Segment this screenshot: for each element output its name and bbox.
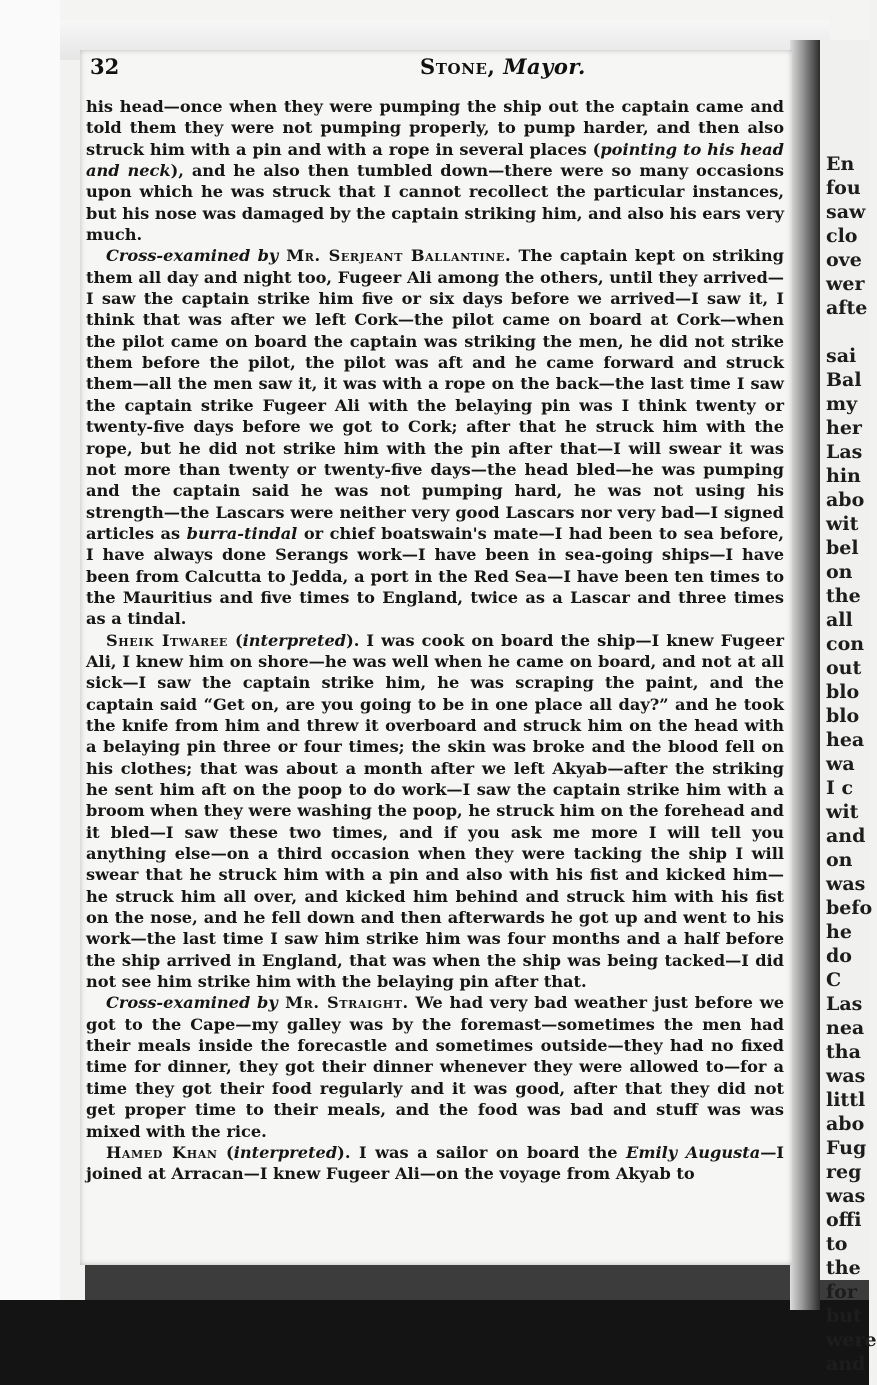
facing-page-fragment: offi bbox=[826, 1209, 862, 1231]
paragraph bbox=[86, 96, 784, 245]
facing-page-fragment: Fug bbox=[826, 1137, 867, 1159]
text-run: Sheik Itwaree bbox=[106, 630, 228, 650]
facing-page-fragment: and bbox=[826, 1353, 866, 1375]
facing-page-fragment: all bbox=[826, 609, 853, 631]
paragraph bbox=[86, 630, 784, 993]
facing-page-fragment: the bbox=[826, 585, 861, 607]
facing-page-fragment: afte bbox=[826, 297, 868, 319]
facing-page-fragment: to bbox=[826, 1233, 848, 1255]
facing-page-fragment: blo bbox=[826, 681, 860, 703]
running-head-name: Stone, bbox=[420, 54, 496, 79]
text-run: ), and he also then tumbled down—there were so many occasions upon which he was struck that I cannot recollect the particular instances, but his nose was damaged by the captain striking him, and also his ears very much. bbox=[86, 161, 784, 245]
text-run: interpreted bbox=[233, 1142, 338, 1162]
scan-margin-left bbox=[0, 0, 60, 1385]
paragraph bbox=[86, 1142, 784, 1185]
text-run: ). I was cook on board the ship—I knew Fugeer Ali, I knew him on shore—he was well when he came on board, and not at all sick—I saw the captain strike him, he was scraping the paint, and the captain said “Get on, are you going to be in one place all day?” and he took the knife from him and threw it overboard and struck him on the head with a belaying pin three or four times; the skin was broke and the blood fell on his clothes; that was about a month after we left Akyab—after the striking he sent him aft on the poop to do work—I saw the captain strike him with a broom when they were washing the poop, he struck him on the forehead and it bled—I saw these two times, and if you ask me more I will tell you anything else—on a third occasion when they were tacking the ship I will swear that he struck him with a pin and also with his fist and kicked him—he struck him all over, and kicked him behind and struck him with his fist on the nose, and he fell down and then afterwards he got up and went to his work—the last time I saw him strike him was four months and a half before the ship arrived in England, that was when the ship was being tacked—I did not see him strike him with the belaying pin after that. bbox=[86, 630, 784, 992]
facing-page-fragment: sai bbox=[826, 345, 857, 367]
facing-page-fragment: nea bbox=[826, 1017, 865, 1039]
facing-page-fragment: abo bbox=[826, 1113, 865, 1135]
facing-page-fragment: I c bbox=[826, 777, 854, 799]
facing-page-fragment: Las bbox=[826, 993, 863, 1015]
facing-page-fragment: bel bbox=[826, 537, 859, 559]
paragraph bbox=[86, 245, 784, 629]
facing-page-fragment: fou bbox=[826, 177, 861, 199]
text-run: We had very bad weather just before we got to the Cape—my galley was by the foremast—sometimes the men had their meals inside the forecastle and sometimes outside—they had no fixed time for dinner, they got their dinner whenever they were allowed to—for a time they got their food regularly and it was good, after that they did not get proper time to their meals, and the food was bad and stuff was was mixed with the rice. bbox=[86, 993, 784, 1141]
page-number: 32 bbox=[90, 54, 120, 79]
facing-page-fragment: on bbox=[826, 561, 853, 583]
scan-background-bottom bbox=[0, 1300, 869, 1385]
facing-page-fragment: abo bbox=[826, 489, 865, 511]
facing-page-fragment: the bbox=[826, 1257, 861, 1279]
facing-page-fragment: wit bbox=[826, 801, 859, 823]
page-header bbox=[90, 54, 710, 84]
text-run: his head—once when they were pumping the ship out the captain came and told them they were not pumping properly, to pump harder, and then also struck him with a pin and with a rope in several places ( bbox=[86, 97, 784, 159]
text-run: pointing to his head and neck bbox=[86, 139, 784, 181]
facing-page bbox=[820, 40, 877, 1375]
text-run: ( bbox=[217, 1142, 234, 1162]
text-run: Mr. Serjeant Ballantine. bbox=[278, 246, 512, 266]
text-run: Cross-examined by bbox=[106, 246, 279, 266]
facing-page-fragment: Bal bbox=[826, 369, 862, 391]
text-run: Cross-examined by bbox=[106, 993, 278, 1013]
facing-page-fragment: ove bbox=[826, 249, 862, 271]
facing-page-fragment: hea bbox=[826, 729, 865, 751]
text-run: Hamed Khan bbox=[106, 1142, 218, 1162]
text-run: burra-tindal bbox=[186, 523, 298, 543]
text-run: ( bbox=[227, 630, 243, 650]
text-run: ). I was a sailor on board the bbox=[337, 1142, 627, 1162]
facing-page-fragment: out bbox=[826, 657, 862, 679]
facing-page-fragment: befo bbox=[826, 897, 873, 919]
spine-shadow bbox=[790, 40, 820, 1310]
facing-page-fragment: were bbox=[826, 1329, 877, 1351]
facing-page-fragment: En bbox=[826, 153, 855, 175]
text-run: interpreted bbox=[242, 630, 347, 650]
facing-page-fragment: but bbox=[826, 1305, 862, 1327]
text-run: —I joined at Arracan—I knew Fugeer Ali—on the voyage from Akyab to bbox=[86, 1142, 784, 1184]
text-run: or chief boatswain's mate—I had been to sea before, I have always done Serangs work—I have been in sea-going ships—I have been from Calcutta to Jedda, a port in the Red Sea—I have been ten times to the Mauritius and five times to England, twice as a Lascar and three times as a tindal. bbox=[86, 523, 785, 629]
facing-page-fragment: clo bbox=[826, 225, 858, 247]
paragraph bbox=[86, 992, 784, 1141]
facing-page-fragment: do bbox=[826, 945, 852, 967]
facing-page-fragment: Las bbox=[826, 441, 863, 463]
facing-page-fragment: tha bbox=[826, 1041, 861, 1063]
facing-page-fragment: blo bbox=[826, 705, 860, 727]
facing-page-fragment: was bbox=[826, 1065, 866, 1087]
facing-page-fragment: hin bbox=[826, 465, 861, 487]
facing-page-fragment: was bbox=[826, 873, 866, 895]
facing-page-fragment: my bbox=[826, 393, 858, 415]
facing-page-fragment: he bbox=[826, 921, 852, 943]
facing-page-fragment: reg bbox=[826, 1161, 862, 1183]
running-head bbox=[420, 54, 586, 79]
facing-page-fragment: wit bbox=[826, 513, 859, 535]
facing-page-fragment: was bbox=[826, 1185, 866, 1207]
facing-page-fragment: wer bbox=[826, 273, 865, 295]
text-run: The captain kept on striking them all day and night too, Fugeer Ali among the others, until they arrived—I saw the captain strike him five or six days before we arrived—I saw it, I think that was after we left Cork—the pilot came on board at Cork—when the pilot came on board the captain was striking the men, he did not strike them before the pilot, the pilot was aft and he came forward and struck them—all the men saw it, it was with a rope on the back—the last time I saw the captain strike Fugeer Ali with the belaying pin was I think twenty or twenty-five days before we got to Cork; after that he struck him with the rope, but he did not strike him with the pin after that—I will swear it was not more than twenty or twenty-five days—the head bled—he was pumping and the captain said he was not pumping hard, he was not using his strength—the Lascars were neither very good Lascars nor very bad—I signed articles as bbox=[86, 246, 784, 543]
facing-page-fragment: con bbox=[826, 633, 865, 655]
facing-page-fragment: littl bbox=[826, 1089, 866, 1111]
facing-page-fragment: her bbox=[826, 417, 862, 439]
facing-page-fragment: and bbox=[826, 825, 866, 847]
body-text bbox=[86, 96, 784, 1185]
facing-page-fragment: wa bbox=[826, 753, 855, 775]
facing-page-fragment: C bbox=[826, 969, 842, 991]
text-run: Emily Augusta bbox=[626, 1142, 761, 1162]
text-run: Mr. Straight. bbox=[277, 993, 409, 1013]
running-head-title: Mayor. bbox=[503, 54, 586, 79]
facing-page-fragment: on bbox=[826, 849, 853, 871]
facing-page-fragment: for bbox=[826, 1281, 857, 1303]
facing-page-fragment: saw bbox=[826, 201, 866, 223]
